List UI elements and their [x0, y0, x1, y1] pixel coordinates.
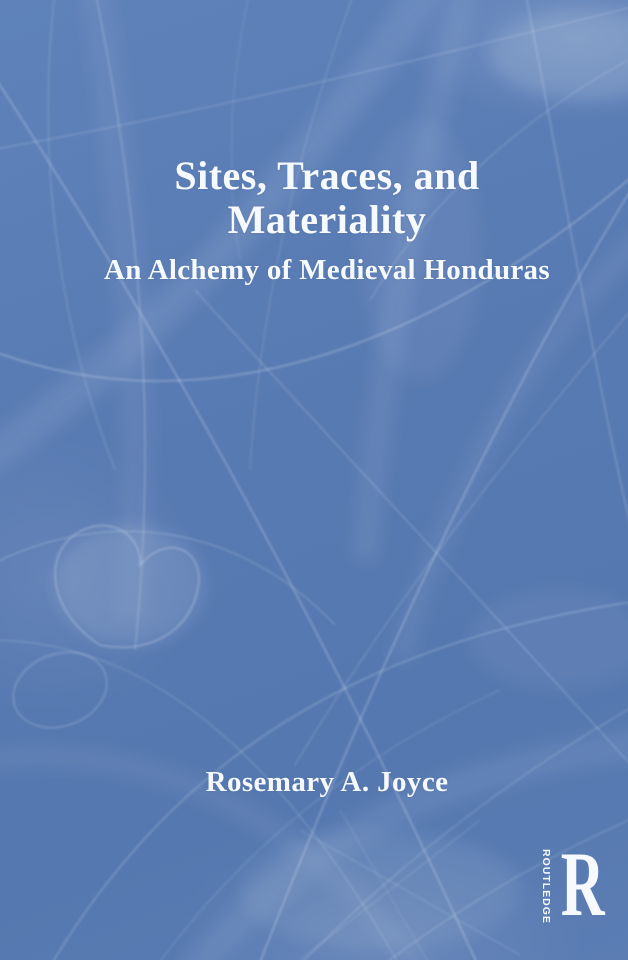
book-author: Rosemary A. Joyce	[205, 766, 449, 798]
routledge-wordmark: ROUTLEDGE	[540, 848, 552, 924]
routledge-r-icon: R	[560, 833, 605, 935]
book-title	[13, 154, 628, 242]
book-title-line1: Sites, Traces, and	[174, 153, 480, 198]
cover-text-layer	[13, 0, 628, 960]
book-subtitle: An Alchemy of Medieval Honduras	[104, 254, 550, 286]
book-title-line2: Materiality	[227, 197, 427, 242]
routledge-logo	[540, 833, 605, 935]
